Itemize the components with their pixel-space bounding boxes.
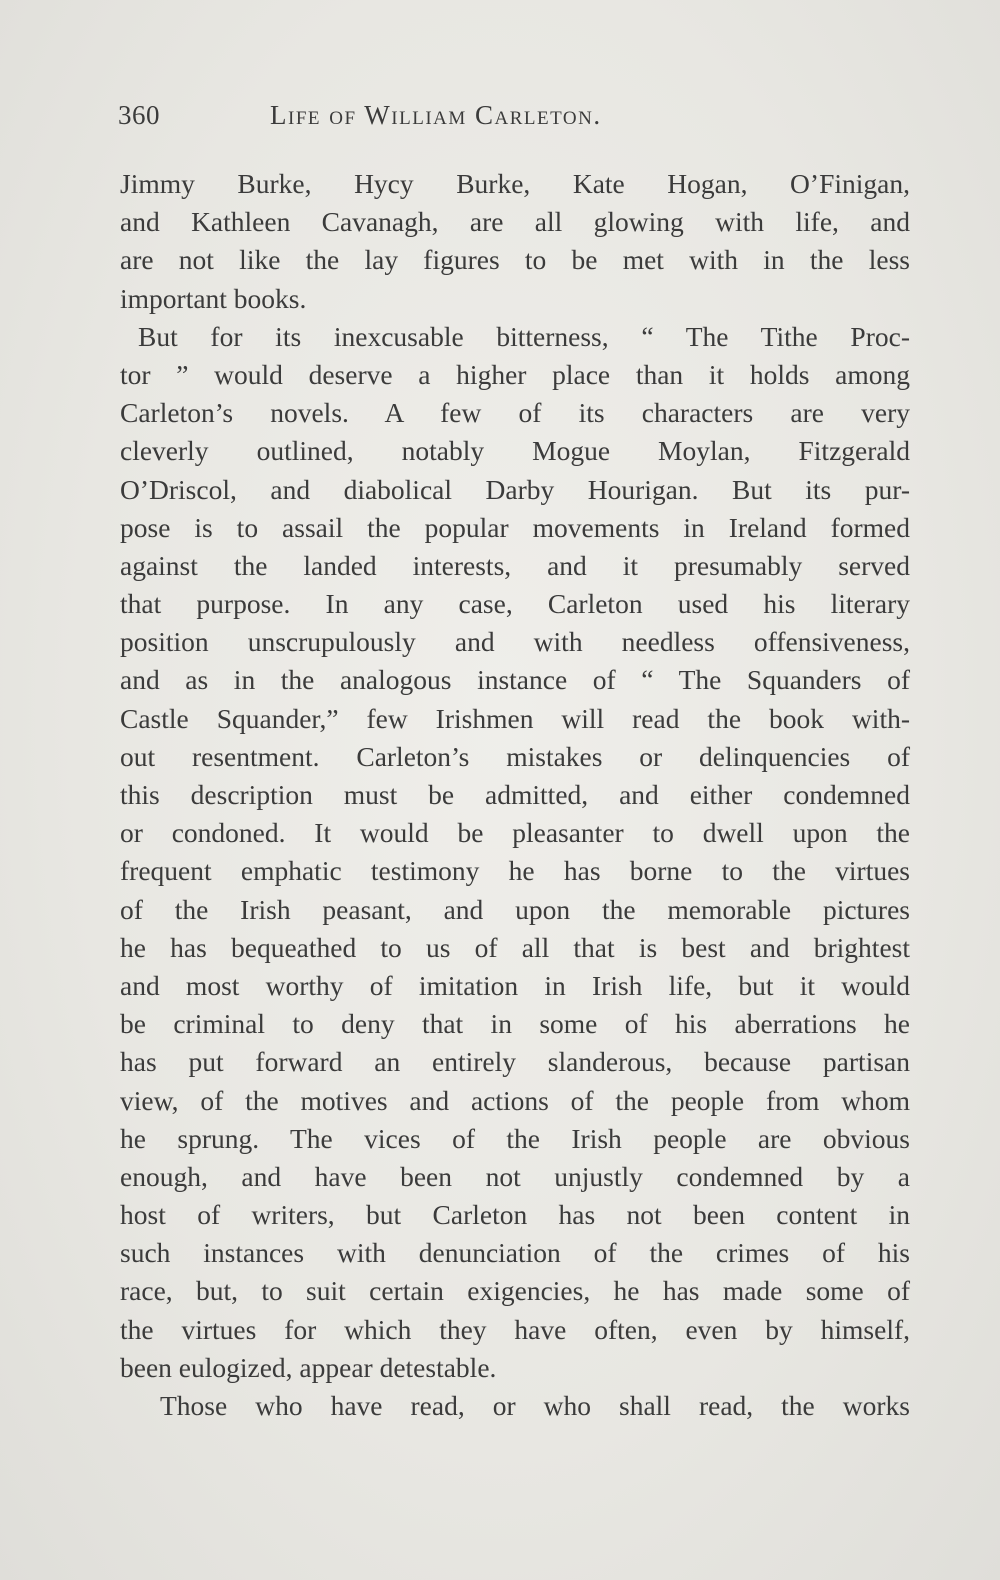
text-line: such instances with denunciation of the crimes of his xyxy=(120,1237,910,1269)
running-title: Life of William Carleton. xyxy=(270,100,602,130)
body-text xyxy=(120,165,910,1425)
text-line: that purpose. In any case, Carleton used his literary xyxy=(120,588,910,620)
text-line: of the Irish peasant, and upon the memorable pictures xyxy=(120,893,910,925)
text-line: has put forward an entirely slanderous, because partisan xyxy=(120,1046,910,1078)
text-line: and most worthy of imitation in Irish life, but it would xyxy=(120,969,910,1001)
text-line: and as in the analogous instance of “ The Squanders of xyxy=(120,664,910,696)
text-line: this description must be admitted, and either condemned xyxy=(120,779,910,810)
text-line: against the landed interests, and it presumably served xyxy=(120,549,910,581)
text-line: O’Driscol, and diabolical Darby Hourigan. But its pur- xyxy=(120,473,910,505)
text-line: enough, and have been not unjustly condemned by a xyxy=(120,1160,910,1192)
text-line: he sprung. The vices of the Irish people are obvious xyxy=(120,1122,910,1154)
text-line: Those who have read, or who shall read, the works xyxy=(160,1390,910,1421)
text-line: and Kathleen Cavanagh, are all glowing with life, and xyxy=(120,206,910,238)
text-line: are not like the lay figures to be met with in the less xyxy=(120,244,910,276)
page-header xyxy=(118,100,738,140)
text-line: be criminal to deny that in some of his aberrations he xyxy=(120,1008,910,1040)
text-line: out resentment. Carleton’s mistakes or delinquencies of xyxy=(120,740,910,772)
text-line: been eulogized, appear detestable. xyxy=(120,1351,497,1383)
text-line: important books. xyxy=(120,282,307,314)
text-line: or condoned. It would be pleasanter to dwell upon the xyxy=(120,817,910,849)
text-line: position unscrupulously and with needless offensiveness, xyxy=(120,626,910,658)
text-line: host of writers, but Carleton has not been content in xyxy=(120,1199,910,1231)
text-line: Jimmy Burke, Hycy Burke, Kate Hogan, O’Finigan, xyxy=(120,168,910,199)
text-line: tor ” would deserve a higher place than it holds among xyxy=(120,358,910,390)
text-line: Castle Squander,” few Irishmen will read the book with- xyxy=(120,702,910,734)
text-line: cleverly outlined, notably Mogue Moylan, Fitzgerald xyxy=(120,435,910,467)
text-line: the virtues for which they have often, even by himself, xyxy=(120,1313,910,1345)
text-line: frequent emphatic testimony he has borne to the virtues xyxy=(120,855,910,887)
text-line: race, but, to suit certain exigencies, he has made some of xyxy=(120,1275,910,1307)
text-line: Carleton’s novels. A few of its characters are very xyxy=(120,397,910,429)
page-number: 360 xyxy=(118,100,160,130)
text-line: he has bequeathed to us of all that is best and brightest xyxy=(120,931,910,963)
text-line: view, of the motives and actions of the people from whom xyxy=(120,1084,910,1116)
text-line: pose is to assail the popular movements in Ireland formed xyxy=(120,511,910,543)
text-line: But for its inexcusable bitterness, “ The Tithe Proc- xyxy=(138,320,910,352)
